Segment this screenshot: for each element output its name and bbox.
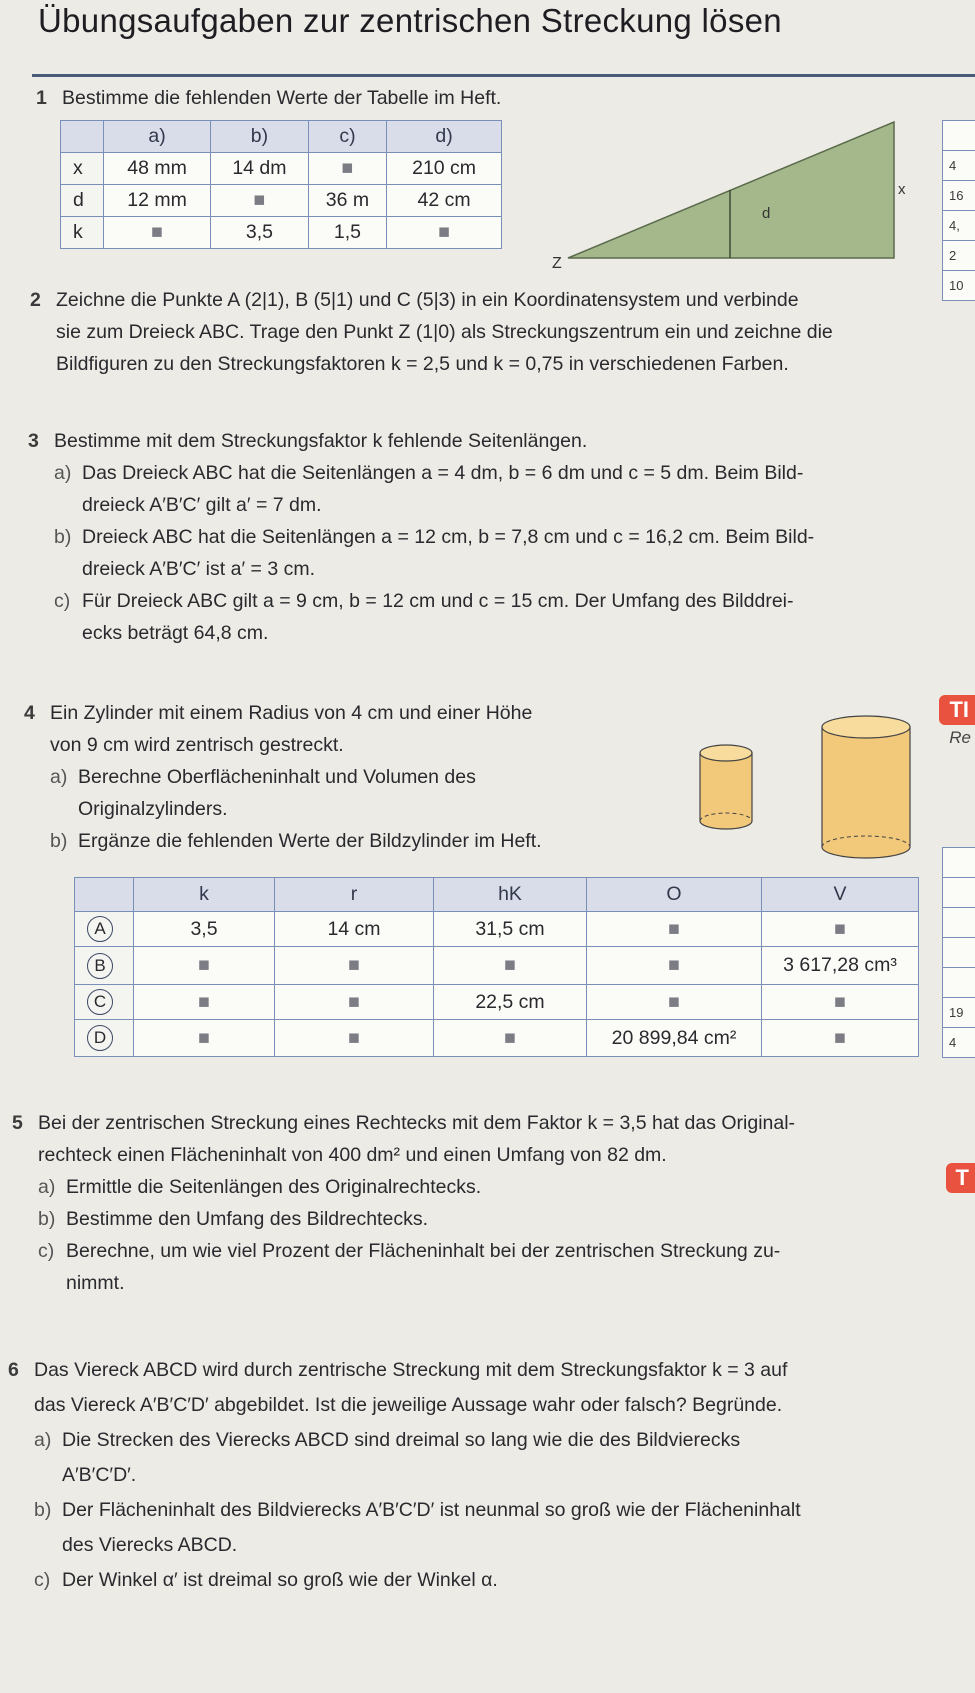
placeholder-square: ■ [434,947,587,985]
strip-cell [943,908,975,938]
placeholder-square: ■ [134,947,275,985]
sub-text: Das Dreieck ABC hat die Seitenlängen a = 4 dm, b = 6 dm und c = 5 dm. Beim Bild- [82,462,804,484]
table-cell: 42 cm [387,185,502,217]
task-text-line: rechteck einen Flächeninhalt von 400 dm² und einen Umfang von 82 dm. [38,1144,667,1166]
sub-label: a) [50,766,68,788]
sub-label: b) [54,526,72,548]
table-row [75,1020,919,1057]
task-text-line: Zeichne die Punkte A (2|1), B (5|1) und C (5|3) in ein Koordinatensystem und verbinde [56,289,799,311]
row-label: d [61,185,104,217]
task-number: 4 [24,702,35,724]
sub-text: dreieck A′B′C′ gilt a′ = 7 dm. [82,494,322,516]
task-number: 3 [28,430,39,452]
strip-cell [943,878,975,908]
table-row [75,985,919,1020]
sub-label: a) [34,1429,52,1451]
sub-label: c) [38,1240,55,1262]
strip-cell: 4, [943,211,975,241]
row-label: x [61,153,104,185]
column-header: k [134,878,275,912]
table-row [75,912,919,947]
table-row [61,185,502,217]
table-cell: 14 cm [275,912,434,947]
column-header: r [275,878,434,912]
task-5 [12,1107,912,1299]
tip-text: Re [949,728,971,747]
table-cell: 22,5 cm [434,985,587,1020]
row-id-badge: D [87,1025,113,1051]
row-label: k [61,217,104,249]
sub-text: ecks beträgt 64,8 cm. [82,622,269,644]
strip-cell [943,121,975,151]
task-text-line: das Viereck A′B′C′D′ abgebildet. Ist die jeweilige Aussage wahr oder falsch? Begründe. [34,1394,783,1416]
strip-cell: 4 [943,151,975,181]
label-d: d [762,205,771,222]
table-cell: 210 cm [387,153,502,185]
sub-text: Berechne Oberflächeninhalt und Volumen des [78,766,476,788]
corner-cell [61,121,104,153]
table-cell: 3,5 [134,912,275,947]
large-cylinder [822,716,910,858]
page-title: Übungsaufgaben zur zentrischen Streckung lösen [38,2,782,39]
strip-cell: 4 [943,1028,975,1058]
table-cell: 36 m [308,185,386,217]
task-4 [24,697,644,857]
title-divider [32,74,975,77]
task-text-line: von 9 cm wird zentrisch gestreckt. [50,734,344,756]
column-header: V [762,878,919,912]
sub-text: des Vierecks ABCD. [62,1534,238,1556]
sub-label: a) [38,1176,56,1198]
table-row [75,947,919,985]
sub-text: nimmt. [66,1272,125,1294]
sub-text: Ergänze die fehlenden Werte der Bildzylinder im Heft. [78,830,542,852]
sub-text: Bestimme den Umfang des Bildrechtecks. [66,1208,428,1230]
task-text-line: sie zum Dreieck ABC. Trage den Punkt Z (1|0) als Streckungszentrum ein und zeichne die [56,321,833,343]
cylinder-table [74,877,919,1057]
task-text: Bestimme die fehlenden Werte der Tabelle im Heft. [62,87,502,109]
strip-cell [943,938,975,968]
sub-label: b) [38,1208,56,1230]
table-cell: 14 dm [211,153,309,185]
table-cell: 20 899,84 cm² [587,1020,762,1057]
placeholder-square: ■ [308,153,386,185]
right-margin-table [942,847,975,1058]
table-row [61,153,502,185]
task-text-line: Bildfiguren zu den Streckungsfaktoren k = 2,5 und k = 0,75 in verschiedenen Farben. [56,353,789,375]
sub-label: b) [34,1499,52,1521]
row-id-badge: A [87,916,113,942]
placeholder-square: ■ [104,217,211,249]
task-text-line: Ein Zylinder mit einem Radius von 4 cm und einer Höhe [50,702,533,724]
label-x: x [898,181,906,198]
column-header: a) [104,121,211,153]
table-cell: 48 mm [104,153,211,185]
placeholder-square: ■ [134,1020,275,1057]
table-cell: 3,5 [211,217,309,249]
sub-text: Die Strecken des Vierecks ABCD sind dreimal so lang wie die des Bildvierecks [62,1429,741,1451]
placeholder-square: ■ [275,947,434,985]
placeholder-square: ■ [211,185,309,217]
sub-text: Der Flächeninhalt des Bildvierecks A′B′C′D′ ist neunmal so groß wie der Flächeninhalt [62,1499,801,1521]
task-number: 2 [30,289,41,311]
task-intro: Bestimme mit dem Streckungsfaktor k fehlende Seitenlängen. [54,430,588,452]
placeholder-square: ■ [587,912,762,947]
placeholder-square: ■ [762,912,919,947]
column-header: c) [308,121,386,153]
corner-cell [75,878,134,912]
task-1 [36,82,501,114]
placeholder-square: ■ [434,1020,587,1057]
task-text-line: Das Viereck ABCD wird durch zentrische Streckung mit dem Streckungsfaktor k = 3 auf [34,1359,788,1381]
placeholder-square: ■ [587,985,762,1020]
triangle-shape [568,122,894,258]
placeholder-square: ■ [275,985,434,1020]
sub-text: Ermittle die Seitenlängen des Originalrechtecks. [66,1176,482,1198]
sub-text: Originalzylinders. [78,798,228,820]
strip-cell: 19 [943,998,975,1028]
sub-text: Berechne, um wie viel Prozent der Flächeninhalt bei der zentrischen Streckung zu- [66,1240,781,1262]
table-cell: 3 617,28 cm³ [762,947,919,985]
sub-text: dreieck A′B′C′ ist a′ = 3 cm. [82,558,316,580]
task-3 [28,425,948,649]
row-id-badge: C [87,989,113,1015]
tip-badge: T [946,1163,975,1193]
cylinders-figure [690,715,920,860]
table-cell: 12 mm [104,185,211,217]
table-row [61,217,502,249]
column-header: O [587,878,762,912]
table-cell: 1,5 [308,217,386,249]
column-header: d) [387,121,502,153]
task-text-line: Bei der zentrischen Streckung eines Rechtecks mit dem Faktor k = 3,5 hat das Original- [38,1112,796,1134]
tip-badge: TI [939,695,975,725]
sub-label: c) [54,590,71,612]
row-id-badge: B [87,953,113,979]
label-z: Z [552,255,562,268]
column-header: hK [434,878,587,912]
task-number: 5 [12,1112,23,1134]
placeholder-square: ■ [587,947,762,985]
placeholder-square: ■ [762,1020,919,1057]
similar-triangles-figure [540,118,912,268]
placeholder-square: ■ [387,217,502,249]
strip-cell [943,968,975,998]
sub-text: A′B′C′D′. [62,1464,137,1486]
task1-table [60,120,502,249]
placeholder-square: ■ [275,1020,434,1057]
task-2 [30,284,930,380]
column-header: b) [211,121,309,153]
table-cell: 31,5 cm [434,912,587,947]
task-6 [8,1353,948,1598]
strip-cell: 10 [943,271,975,301]
task-number: 6 [8,1359,19,1381]
task-number: 1 [36,87,47,109]
sub-text: Der Winkel α′ ist dreimal so groß wie der Winkel α. [62,1569,498,1591]
strip-cell [943,848,975,878]
strip-cell: 16 [943,181,975,211]
small-cylinder [700,745,752,829]
sub-label: a) [54,462,72,484]
placeholder-square: ■ [762,985,919,1020]
sub-text: Dreieck ABC hat die Seitenlängen a = 12 cm, b = 7,8 cm und c = 16,2 cm. Beim Bild- [82,526,815,548]
sub-label: b) [50,830,68,852]
sub-text: Für Dreieck ABC gilt a = 9 cm, b = 12 cm und c = 15 cm. Der Umfang des Bilddrei- [82,590,794,612]
sub-label: c) [34,1569,51,1591]
strip-cell: 2 [943,241,975,271]
right-margin-table [942,120,975,301]
placeholder-square: ■ [134,985,275,1020]
